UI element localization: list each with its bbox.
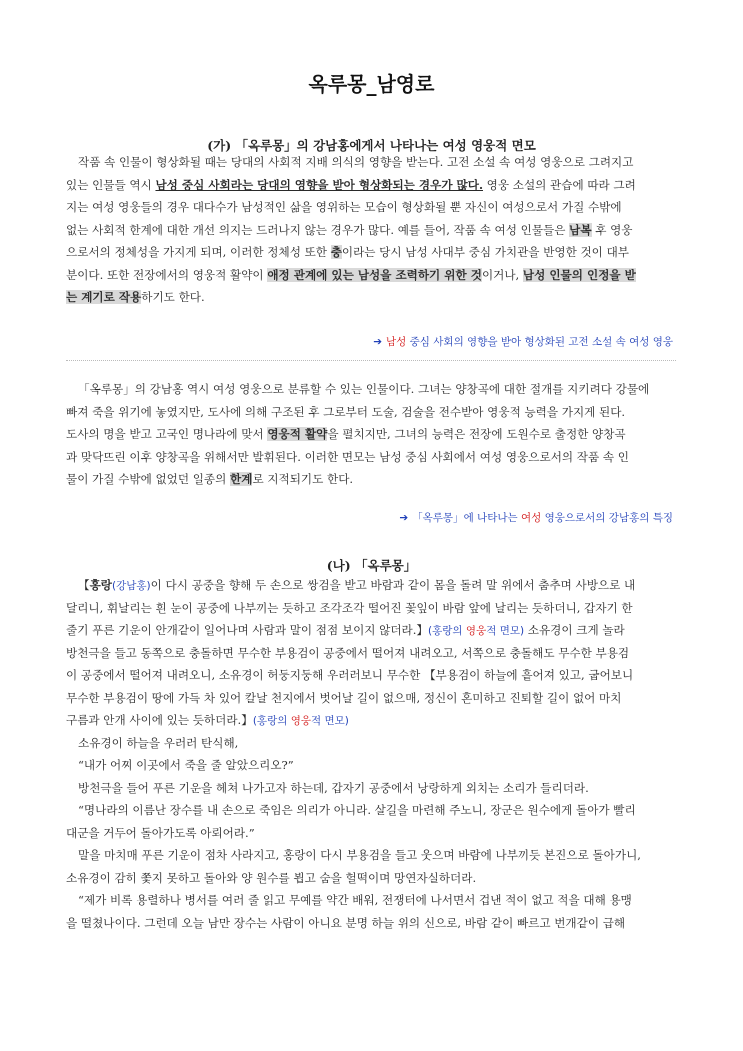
page-title: 옥루몽_남영로: [308, 72, 435, 96]
arrow-right-icon: ➔: [373, 336, 383, 348]
underlined-phrase: 남성 중심 사회라는 당대의 영향을 받아 형상화되는 경우가 많다.: [155, 177, 483, 192]
text-line: 방천극을 들어 푸른 기운을 헤쳐 나가고자 하는데, 갑자기 공중에서 낭랑하게 외치는 소리가 들리더라.: [78, 780, 589, 795]
annotation-text: 적 면모): [311, 715, 349, 727]
annotation-text: (홍랑의: [428, 625, 466, 637]
text-line: 달리니, 휘날리는 흰 눈이 공중에 나부끼는 듯하고 조각조각 떨어진 꽃잎이 바람 앞에 날리는 듯하더니, 갑자기 한: [66, 600, 633, 615]
text-line: [66, 219, 674, 242]
annotation-red-word: 영웅: [465, 625, 487, 637]
text-span: 구름과 안개 사이에 있는 듯하더라.】: [66, 713, 253, 727]
note-text: 「옥루몽」에 나타나는: [412, 512, 521, 524]
text-line: 빠져 죽을 위기에 놓였지만, 도사에 의해 구조된 후 그로부터 도술, 검술을 전수받아 영웅적 능력을 가지게 된다.: [66, 404, 626, 419]
text-line: 과 맞닥뜨린 이후 양창곡을 위해서만 발휘된다. 이러한 면모는 남성 중심 사회에서 여성 영웅으로서의 작품 속 인: [66, 449, 629, 464]
text-line: [66, 619, 674, 642]
section-b-heading: (나) 「옥루몽」: [326, 558, 417, 573]
summary-note-2: [399, 510, 673, 525]
text-line: [66, 423, 674, 446]
text-line: “명나라의 이름난 장수를 내 손으로 죽임은 의리가 아니라. 살길을 마련해 주노니, 장군은 원수에게 돌아가 빨리: [78, 803, 636, 817]
arrow-right-icon: ➔: [399, 512, 409, 524]
text-span: 후 영웅: [591, 222, 633, 237]
highlighted-phrase: 남복: [569, 222, 592, 237]
text-line: 대군을 거두어 돌아가도록 아뢰어라.”: [66, 825, 255, 840]
text-span: 이라는 당시 남성 사대부 중심 가치관을 반영한 것이 대부: [341, 245, 629, 259]
text-line: [66, 574, 674, 597]
highlighted-phrase: 충: [330, 245, 342, 259]
section-a-heading: (가) 「옥루몽」의 강남홍에게서 나타나는 여성 영웅적 면모: [207, 138, 536, 153]
text-line: 이 공중에서 떨어져 내려오니, 소유경이 허둥지둥해 우러러보니 무수한 【부용검이 하늘에 흩어져 있고, 굽어보니: [66, 668, 634, 682]
text-span: 없는 사회적 한계에 대한 개선 의지는 드러나지 않는 경우가 많다. 예를 들어, 작품 속 여성 인물들은: [66, 222, 570, 237]
annotation-text: (홍랑의: [252, 715, 291, 727]
note-red-word: 남성: [386, 336, 407, 348]
text-line: “내가 어찌 이곳에서 죽을 줄 알았으리오?”: [78, 758, 294, 772]
annotation-note: (강남홍): [112, 580, 151, 592]
text-span: 이거나,: [481, 267, 523, 282]
annotation-note: [428, 625, 524, 637]
text-span: 이 다시 공중을 향해 두 손으로 쌍검을 받고 바람과 같이 몸을 돌려 말 위에서 춤추며 사방으로 내: [150, 578, 636, 592]
text-line: 지는 여성 영웅들의 경우 대다수가 남성적인 삶을 영위하는 모습이 형상화될 뿐 자신이 여성으로서 가질 수밖에: [66, 200, 622, 214]
text-line: [66, 264, 674, 287]
highlighted-phrase: 남성 인물의 인정을 받: [522, 267, 636, 282]
text-line: 소유경이 감히 쫓지 못하고 돌아와 양 원수를 뵙고 숨을 헐떡이며 망연자실하더라.: [66, 870, 477, 885]
section-a-paragraph-1: [66, 151, 674, 309]
text-line: 작품 속 인물이 형상화될 때는 당대의 사회적 지배 의식의 영향을 받는다. 고전 소설 속 여성 영웅으로 그려지고: [78, 155, 634, 169]
annotation-red-word: 영웅: [290, 715, 311, 727]
text-span: 분이다. 또한 전장에서의 영웅적 활약이: [66, 267, 268, 282]
note-text: 영웅으로서의 강남홍의 특징: [541, 512, 673, 524]
text-span: 줄기 푸른 기운이 안개같이 일어나며 사람과 말이 점점 보이지 않더라.】: [66, 623, 429, 637]
divider: [66, 360, 676, 362]
character-name: 홍랑: [89, 578, 113, 592]
text-line: 말을 마치매 푸른 기운이 점차 사라지고, 홍랑이 다시 부용검을 들고 웃으며 바람에 나부끼듯 본진으로 돌아가니,: [78, 848, 641, 862]
summary-note-1: [373, 334, 673, 349]
annotation-text: 적 면모): [486, 625, 525, 637]
text-span: 영웅 소설의 관습에 따라 그려: [483, 177, 636, 192]
highlighted-phrase: 는 계기로 작용: [66, 290, 142, 304]
text-line: [66, 241, 674, 264]
text-span: 있는 인물들 역시: [66, 177, 156, 192]
text-line: 방천극을 들고 동쪽으로 충돌하면 무수한 부용검이 공중에서 떨어져 내려오고, 서쪽으로 충돌해도 무수한 부용검: [66, 645, 630, 660]
text-span: 도사의 명을 받고 고국인 명나라에 맞서: [66, 427, 268, 441]
section-a-paragraph-2: [66, 378, 674, 491]
text-line: 무수한 부용검이 땅에 가득 차 있어 칼날 천지에서 벗어날 길이 없으매, 정신이 혼미하고 진퇴할 길이 없어 마치: [66, 690, 622, 705]
text-span: 으로서의 정체성을 가지게 되며, 이러한 정체성 또한: [66, 245, 331, 259]
section-b-body: [66, 574, 674, 934]
text-span: 을 펼치지만, 그녀의 능력은 전장에 도원수로 출정한 양창곡: [327, 427, 626, 441]
text-span: 물이 가질 수밖에 없었던 일종의: [66, 472, 231, 486]
text-span: 【: [78, 578, 90, 592]
highlighted-phrase: 애정 관계에 있는 남성을 조력하기 위한 것: [267, 267, 482, 282]
note-red-word: 여성: [520, 512, 542, 524]
text-line: [66, 174, 674, 197]
highlighted-phrase: 한계: [230, 472, 253, 486]
text-line: [66, 468, 674, 491]
highlighted-phrase: 영웅적 활약: [267, 427, 328, 441]
annotation-note: [253, 715, 349, 727]
text-line: 「옥루몽」의 강남홍 역시 여성 영웅으로 분류할 수 있는 인물이다. 그녀는 양창곡에 대한 절개를 지키려다 강물에: [78, 382, 650, 396]
text-span: 로 지적되기도 한다.: [252, 472, 354, 486]
text-line: [66, 286, 674, 309]
text-span: 소유경이 크게 놀라: [524, 623, 625, 637]
text-line: 을 떨쳤나이다. 그런데 오늘 남만 장수는 사람이 아니요 분명 하늘 위의 신으로, 바람 같이 빠르고 번개같이 급해: [66, 915, 626, 930]
note-text: 중심 사회의 영향을 받아 형상화된 고전 소설 속 여성 영웅: [406, 336, 673, 348]
text-line: “제가 비록 용렬하나 병서를 여러 줄 읽고 무예를 약간 배워, 전쟁터에 나서면서 겁낸 적이 없고 적을 대해 용맹: [78, 893, 632, 907]
text-line: [66, 709, 674, 732]
text-span: 하기도 한다.: [141, 290, 205, 304]
text-line: 소유경이 하늘을 우러러 탄식해,: [78, 735, 239, 750]
